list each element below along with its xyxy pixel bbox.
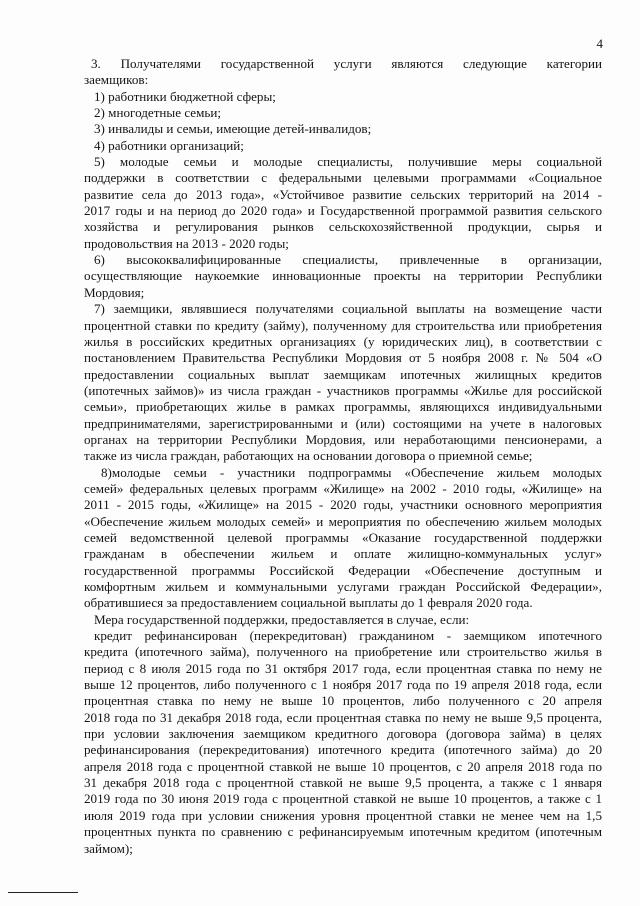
- document-body: [84, 56, 602, 857]
- text-line: Мордовия;: [84, 284, 145, 300]
- text-line: заемщиков:: [84, 72, 149, 88]
- text-line: органах на территории Республики Мордовия, или неработающими пенсионерами, а: [84, 431, 602, 447]
- text-line: 8)молодые семьи - участники подпрограммы «Обеспечение жильем молодых: [101, 464, 602, 480]
- page-number: 4: [596, 36, 603, 51]
- text-line: поддержки в соответствии с федеральными целевыми программами «Социальное: [84, 170, 602, 186]
- text-line: 5) молодые семьи и молодые специалисты, получившие меры социальной: [94, 154, 602, 170]
- text-line: процентная ставка по нему не выше 10 процентов, либо полученного с 20 апреля: [84, 693, 602, 709]
- footnote-rule: [8, 892, 78, 893]
- text-line: комфортным жильем и коммунальными услугами граждан Российской Федерации»,: [84, 579, 602, 594]
- text-line: 2) многодетные семьи;: [94, 105, 222, 121]
- text-line: гражданам в обеспечении жильем и оплате жилищно-коммунальных услуг»: [84, 546, 602, 562]
- text-line: 2011 - 2015 годы, «Жилище» на 2015 - 2020 годы, участники основного мероприятия: [84, 497, 602, 513]
- text-line: Мера государственной поддержки, предоставляется в случае, если:: [94, 611, 470, 627]
- text-line: семьи», приобретающих жилье в рамках программы, являющихся индивидуальными: [84, 399, 602, 415]
- text-line: хозяйства и регулирования рынков сельскохозяйственной продукции, сырья и: [84, 219, 602, 235]
- text-line: 2019 года по 30 июня 2019 года с процентной ставкой не выше 10 процентов, а также с 1: [84, 791, 602, 807]
- text-line: выше 12 процентов, либо полученного с 1 ноября 2017 года по 19 апреля 2018 года, если: [84, 677, 602, 693]
- text-line: июля 2019 года при условии снижения уровня процентной ставки не менее чем на 1,5: [84, 807, 602, 823]
- text-line: 3) инвалиды и семьи, имеющие детей-инвалидов;: [94, 121, 372, 137]
- text-line: 7) заемщики, являвшиеся получателями социальной выплаты на возмещение части: [94, 301, 602, 317]
- text-line: (ипотечных займов)» из числа граждан - участников программы «Жилье для российской: [84, 382, 602, 398]
- text-line: развитие села до 2013 года», «Устойчивое развитие сельских территорий на 2014 -: [84, 186, 602, 202]
- text-line: 3. Получателями государственной услуги являются следующие категории: [91, 56, 602, 71]
- text-line: 4) работники организаций;: [94, 137, 244, 153]
- text-line: период с 8 июля 2015 года по 31 октября 2017 года, если процентная ставка по нему не: [84, 660, 602, 676]
- text-line: рефинансирования (перекредитования) ипотечного кредита (ипотечного займа) до 20: [84, 742, 602, 758]
- text-line: кредит рефинансирован (перекредитован) гражданином - заемщиком ипотечного: [94, 628, 602, 644]
- text-line: 2017 годы и на период до 2020 года» и Государственной программой развития сельского: [84, 203, 602, 219]
- text-line: семей» федеральных целевых программ «Жилище» на 2002 - 2010 годы, «Жилище» на: [84, 480, 602, 496]
- text-line: кредита (ипотечного займа), полученного на приобретение или строительство жилья в: [84, 644, 602, 660]
- text-line: обратившиеся за предоставлением социальной выплаты до 1 февраля 2020 года.: [84, 595, 533, 611]
- text-line: продовольствия на 2013 - 2020 годы;: [84, 235, 289, 251]
- text-line: постановлением Правительства Республики Мордовия от 5 ноября 2008 г. № 504 «О: [84, 350, 602, 366]
- text-line: 31 декабря 2018 года с процентной ставкой не выше 9,5 процента, а также с 1 января: [84, 775, 602, 791]
- text-line: «Обеспечение жильем молодых семей» и мероприятия по обеспечению жильем молодых: [84, 513, 602, 529]
- text-line: займом);: [84, 840, 133, 856]
- text-line: при условии заключения заемщиком кредитного договора (договора займа) в целях: [84, 726, 602, 742]
- text-line: 1) работники бюджетной сферы;: [94, 88, 276, 104]
- text-line: апреля 2018 года с процентной ставкой не выше 10 процентов, с 20 апреля 2018 года по: [84, 758, 602, 774]
- text-line: осуществляющие наукоемкие инновационные проекты на территории Республики: [84, 268, 602, 284]
- text-line: также из числа граждан, работающих на основании договора о приемной семье;: [84, 448, 533, 464]
- text-line: предоставлении социальных выплат заемщикам ипотечных жилищных кредитов: [84, 366, 602, 382]
- text-line: предпринимателями, зарегистрированными и (или) состоящими на учете в налоговых: [84, 415, 602, 431]
- text-line: жилья в российских кредитных организациях (у юридических лиц), в соответствии с: [84, 333, 602, 349]
- text-line: семей ведомственной целевой программы «Оказание государственной поддержки: [84, 529, 602, 545]
- text-line: процентных пункта по сравнению с рефинансируемым ипотечным кредитом (ипотечным: [84, 824, 602, 840]
- text-line: государственной программы Российской Федерации «Обеспечение доступным и: [84, 562, 602, 578]
- text-line: 6) высококвалифицированные специалисты, привлеченные в организации,: [94, 252, 602, 268]
- text-line: процентной ставки по кредиту (займу), полученному для строительства или приобретения: [84, 317, 602, 333]
- text-line: 2018 года по 31 декабря 2018 года, если процентная ставка по нему не выше 9,5 процента,: [84, 709, 602, 725]
